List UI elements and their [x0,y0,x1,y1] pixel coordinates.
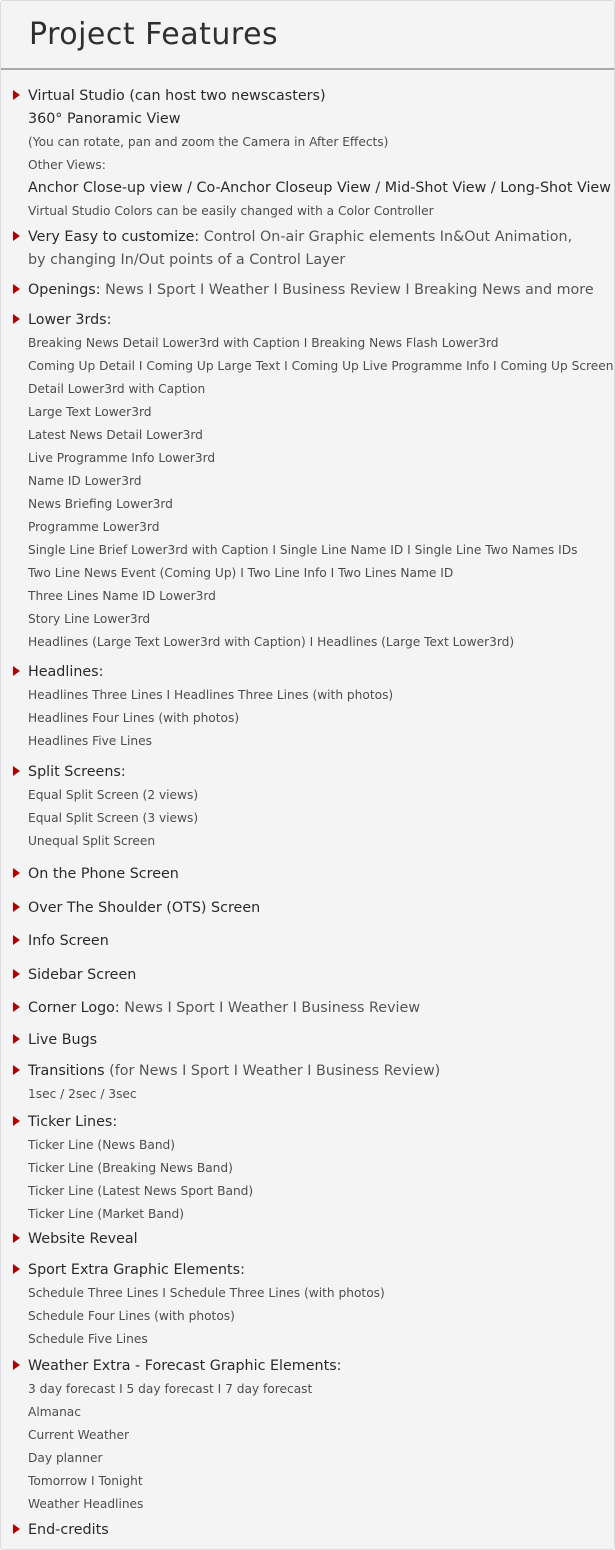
feature-detail: News I Sport I Weather I Business Review I Breaking News and more [100,282,594,299]
feature-label: Live Programme Info Lower3rd [28,451,216,466]
feature-label: Day planner [28,1451,103,1466]
feature-text [28,1382,312,1396]
feature-item [1,811,614,827]
feature-item [1,612,614,628]
feature-label: Unequal Split Screen [28,834,156,849]
feature-item [1,688,614,704]
feature-label: Equal Split Screen (3 views) [28,811,199,826]
feature-text [28,1497,143,1511]
feature-label: Tomorrow I Tonight [28,1474,143,1489]
feature-label: Three Lines Name ID Lower3rd [28,589,216,604]
feature-text [28,543,577,557]
feature-heading [1,1231,614,1250]
feature-text [28,1063,440,1079]
feature-item [1,788,614,804]
feature-item [1,451,614,467]
feature-text [28,1161,233,1175]
feature-label: Ticker Line (Breaking News Band) [28,1161,233,1176]
feature-text [28,88,326,104]
feature-text [28,1451,103,1465]
feature-text [28,451,215,465]
feature-text [28,866,179,882]
chevron-right-icon [13,90,20,100]
feature-heading [1,1032,614,1051]
feature-text [28,834,155,848]
feature-heading [1,88,614,107]
feature-text [28,711,239,725]
chevron-right-icon [13,1233,20,1243]
feature-label: Sidebar Screen [28,967,137,984]
chevron-right-icon [13,1002,20,1012]
feature-label: 360° Panoramic View [28,111,181,128]
feature-item [1,520,614,536]
feature-heading [1,900,614,919]
feature-text [28,1231,138,1247]
feature-item [1,158,614,174]
feature-item [1,180,614,199]
feature-item [1,405,614,421]
feature-item [1,1184,614,1200]
feature-label: Weather Extra - Forecast Graphic Elements: [28,1358,342,1375]
feature-label: Virtual Studio (can host two newscasters) [28,88,326,105]
feature-text [28,1309,235,1323]
feature-text [28,1522,109,1538]
feature-label: Virtual Studio Colors can be easily changed with a Color Controller [28,204,434,219]
chevron-right-icon [13,868,20,878]
feature-item [1,1474,614,1490]
feature-text [28,204,434,218]
feature-item [1,1309,614,1325]
feature-text [28,635,514,649]
feature-item [1,252,614,271]
feature-heading [1,312,614,331]
feature-text [28,1032,97,1048]
feature-text [28,111,180,127]
feature-detail: (for News I Sport I Weather I Business Review) [104,1063,441,1080]
feature-heading [1,664,614,683]
feature-label: Headlines: [28,664,104,681]
feature-text [28,180,611,196]
feature-item [1,359,614,375]
feature-text [28,282,594,298]
feature-item [1,1497,614,1513]
feature-text [28,336,499,350]
feature-label: News Briefing Lower3rd [28,497,173,512]
feature-text [28,1184,253,1198]
feature-label: Info Screen [28,933,109,950]
feature-heading [1,1522,614,1541]
feature-item [1,474,614,490]
chevron-right-icon [13,314,20,324]
feature-text [28,428,203,442]
feature-text [28,688,393,702]
feature-item [1,734,614,750]
chevron-right-icon [13,1034,20,1044]
feature-text [28,788,198,802]
feature-item [1,1138,614,1154]
feature-detail: by changing In/Out points of a Control Layer [28,252,346,269]
feature-text [28,497,173,511]
feature-label: Large Text Lower3rd [28,405,152,420]
feature-item [1,834,614,850]
feature-label: Headlines Five Lines [28,734,152,749]
feature-label: Over The Shoulder (OTS) Screen [28,900,261,917]
feature-label: Coming Up Detail I Coming Up Large Text I Coming Up Live Programme Info I Coming Up Screen [28,359,614,374]
feature-label: Two Line News Event (Coming Up) I Two Line Info I Two Lines Name ID [28,566,454,581]
feature-label: Split Screens: [28,764,126,781]
feature-item [1,135,614,151]
feature-label: Website Reveal [28,1231,138,1248]
feature-text [28,1087,137,1101]
feature-item [1,1286,614,1302]
panel-header [1,1,614,70]
feature-label: Programme Lower3rd [28,520,160,535]
feature-heading [1,764,614,783]
feature-item [1,204,614,220]
feature-label: (You can rotate, pan and zoom the Camera in After Effects) [28,135,389,150]
feature-text [28,1262,245,1278]
chevron-right-icon [13,935,20,945]
feature-item [1,543,614,559]
feature-label: On the Phone Screen [28,866,179,883]
feature-item [1,1332,614,1348]
feature-label: Lower 3rds: [28,312,112,329]
feature-heading [1,1262,614,1281]
feature-item [1,1161,614,1177]
feature-label: Sport Extra Graphic Elements: [28,1262,245,1279]
chevron-right-icon [13,284,20,294]
feature-text [28,664,103,680]
feature-label: Headlines Four Lines (with photos) [28,711,240,726]
feature-label: Ticker Line (News Band) [28,1138,176,1153]
feature-heading [1,866,614,885]
feature-text [28,1138,175,1152]
feature-text [28,1000,420,1016]
feature-text [28,158,106,172]
feature-text [28,1474,143,1488]
feature-detail: Control On-air Graphic elements In&Out Animation, [199,229,573,246]
feature-text [28,612,150,626]
feature-text [28,520,159,534]
chevron-right-icon [13,1065,20,1075]
feature-label: Live Bugs [28,1032,98,1049]
feature-item [1,566,614,582]
feature-item [1,711,614,727]
feature-text [28,405,151,419]
feature-text [28,933,109,949]
feature-item [1,1207,614,1223]
feature-label: Equal Split Screen (2 views) [28,788,199,803]
feature-label: Weather Headlines [28,1497,144,1512]
feature-text [28,811,198,825]
feature-text [28,135,388,149]
feature-text [28,1405,81,1419]
feature-label: Latest News Detail Lower3rd [28,428,203,443]
feature-detail: News I Sport I Weather I Business Review [119,1000,421,1017]
feature-heading [1,967,614,986]
chevron-right-icon [13,902,20,912]
feature-heading [1,282,614,301]
feature-label: Openings: [28,282,101,299]
feature-text [28,229,572,245]
feature-item [1,635,614,651]
feature-text [28,1428,129,1442]
feature-label: Anchor Close-up view / Co-Anchor Closeup View / Mid-Shot View / Long-Shot View [28,180,611,197]
feature-text [28,312,111,328]
feature-label: Transitions [28,1063,105,1080]
feature-item [1,497,614,513]
feature-item [1,1428,614,1444]
feature-heading [1,1114,614,1133]
chevron-right-icon [13,1264,20,1274]
feature-label: Headlines (Large Text Lower3rd with Caption) I Headlines (Large Text Lower3rd) [28,635,515,650]
chevron-right-icon [13,766,20,776]
feature-label: Breaking News Detail Lower3rd with Caption I Breaking News Flash Lower3rd [28,336,499,351]
feature-label: End-credits [28,1522,109,1539]
feature-item [1,1451,614,1467]
feature-heading [1,933,614,952]
feature-text [28,734,152,748]
feature-text [28,967,136,983]
feature-label: Corner Logo: [28,1000,120,1017]
feature-text [28,589,216,603]
feature-text [28,764,126,780]
feature-label: Detail Lower3rd with Caption [28,382,206,397]
chevron-right-icon [13,1360,20,1370]
feature-item [1,428,614,444]
feature-text [28,900,260,916]
feature-text [28,252,345,268]
chevron-right-icon [13,231,20,241]
feature-text [28,1114,117,1130]
feature-label: Current Weather [28,1428,129,1443]
feature-text [28,1286,385,1300]
feature-text [28,474,141,488]
feature-text [28,566,453,580]
feature-label: Schedule Four Lines (with photos) [28,1309,235,1324]
chevron-right-icon [13,969,20,979]
feature-label: Very Easy to customize: [28,229,200,246]
feature-label: 1sec / 2sec / 3sec [28,1087,137,1102]
feature-label: Other Views: [28,158,106,173]
feature-label: 3 day forecast I 5 day forecast I 7 day forecast [28,1382,313,1397]
feature-item [1,111,614,130]
feature-text [28,1332,148,1346]
feature-label: Schedule Three Lines I Schedule Three Lines (with photos) [28,1286,385,1301]
feature-text [28,382,205,396]
feature-heading [1,1063,614,1082]
feature-label: Ticker Lines: [28,1114,118,1131]
chevron-right-icon [13,1116,20,1126]
feature-item [1,336,614,352]
feature-label: Headlines Three Lines I Headlines Three Lines (with photos) [28,688,394,703]
feature-heading [1,229,614,248]
feature-heading [1,1358,614,1377]
feature-label: Ticker Line (Latest News Sport Band) [28,1184,254,1199]
feature-text [28,1207,184,1221]
page-title: Project Features [29,17,279,52]
feature-text [28,359,614,373]
feature-item [1,1382,614,1398]
feature-item [1,1405,614,1421]
feature-label: Single Line Brief Lower3rd with Caption I Single Line Name ID I Single Line Two Names IDs [28,543,578,558]
chevron-right-icon [13,1524,20,1534]
feature-label: Ticker Line (Market Band) [28,1207,185,1222]
feature-item [1,1087,614,1103]
feature-text [28,1358,341,1374]
feature-label: Name ID Lower3rd [28,474,142,489]
feature-label: Almanac [28,1405,81,1420]
feature-label: Schedule Five Lines [28,1332,148,1347]
feature-item [1,382,614,398]
feature-label: Story Line Lower3rd [28,612,151,627]
chevron-right-icon [13,666,20,676]
feature-item [1,589,614,605]
feature-heading [1,1000,614,1019]
